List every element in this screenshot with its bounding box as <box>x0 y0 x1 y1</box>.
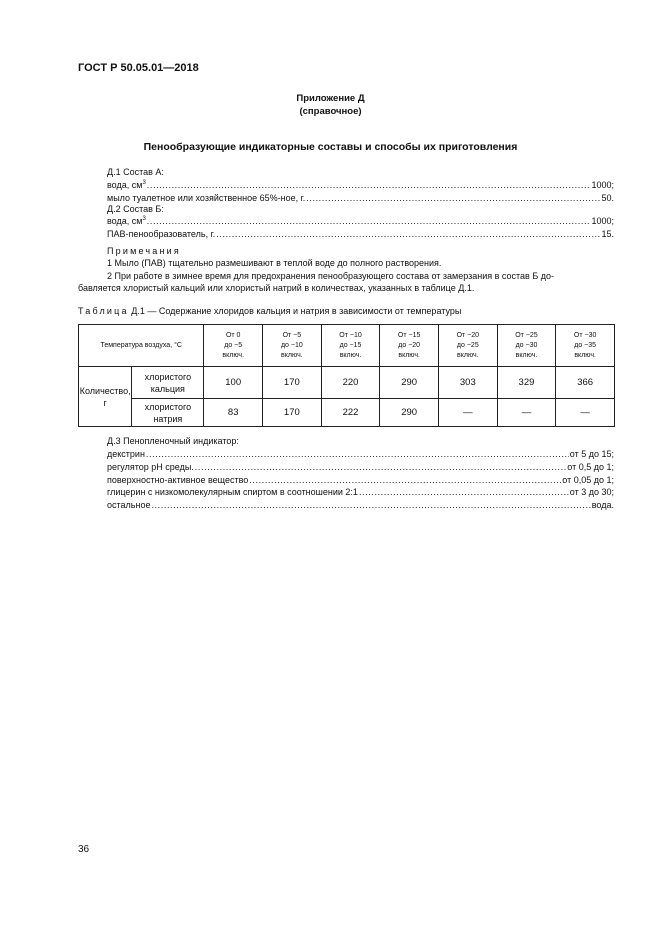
header-col-5: От −20 до −25 включ. <box>439 325 498 367</box>
d1-item-soap <box>107 192 614 204</box>
row-label-quantity: Количество, г <box>79 367 132 427</box>
table-caption-text: Д.1 — Содержание хлоридов кальция и натрия в зависимости от температуры <box>131 306 462 316</box>
item-value: 1000; <box>591 216 614 226</box>
item-label: остальное <box>107 500 151 510</box>
table-cell: 100 <box>204 367 263 399</box>
item-value: 50. <box>601 193 614 203</box>
table-cell: 329 <box>497 367 556 399</box>
notes-title: Примечания <box>107 246 181 256</box>
d3-item-remainder <box>107 499 614 511</box>
note-1: 1 Мыло (ПАВ) тщательно размешивают в теплой воде до полного растворения. <box>107 258 442 268</box>
header-col-2: От −5 до −10 включ. <box>263 325 322 367</box>
header-col-6: От −25 до −30 включ. <box>497 325 556 367</box>
d3-item-surfactant <box>107 474 614 486</box>
leader-dots <box>216 228 600 240</box>
header-col-1: От 0 до −5 включ. <box>204 325 263 367</box>
item-label: глицерин с низкомолекулярным спиртом в соотношении 2:1 <box>107 487 358 497</box>
item-value: 15. <box>601 229 614 239</box>
item-value: от 5 до 15; <box>569 449 614 459</box>
table-cell: 290 <box>380 399 439 427</box>
standard-number: ГОСТ Р 50.05.01—2018 <box>78 62 199 74</box>
leader-dots <box>249 474 561 486</box>
table-cell: — <box>439 399 498 427</box>
appendix-heading: Пенообразующие индикаторные составы и способы их приготовления <box>143 141 518 153</box>
item-value: от 3 до 30; <box>569 487 614 497</box>
header-col-7: От −30 до −35 включ. <box>556 325 615 367</box>
table-row-calcium <box>79 367 615 399</box>
table-header-row <box>79 325 615 367</box>
item-label: вода, $см^3$ <box>107 180 146 190</box>
table-cell: 366 <box>556 367 615 399</box>
table-cell: 170 <box>263 399 322 427</box>
d3-item-ph <box>107 461 614 473</box>
row-sub-sodium: хлористого натрия <box>132 399 204 427</box>
d3-item-dextrin <box>107 448 614 460</box>
table-row-sodium <box>79 399 615 427</box>
header-col-4: От −15 до −20 включ. <box>380 325 439 367</box>
item-label: регулятор pH среды. <box>107 462 194 472</box>
leader-dots <box>147 179 591 191</box>
table-cell: 83 <box>204 399 263 427</box>
leader-dots <box>306 192 600 204</box>
header-temperature: Температура воздуха, °С <box>79 325 204 367</box>
item-label: вода, $см^3$ <box>107 216 146 226</box>
appendix-name: Приложение Д <box>296 93 365 104</box>
d2-item-surfactant <box>107 228 614 240</box>
section-d1-title: Д.1 Состав А: <box>107 167 164 177</box>
item-label: поверхностно-активное вещество <box>107 475 249 485</box>
header-col-3: От −10 до −15 включ. <box>321 325 380 367</box>
leader-dots <box>146 448 569 460</box>
table-cell: 220 <box>321 367 380 399</box>
appendix-title <box>0 92 661 118</box>
table-cell: 290 <box>380 367 439 399</box>
d3-item-glycerin <box>107 486 614 498</box>
item-label: мыло туалетное или хозяйственное 65%-ное, г. <box>107 193 306 203</box>
leader-dots <box>195 461 566 473</box>
leader-dots <box>147 215 591 227</box>
section-d2-title: Д.2 Состав Б: <box>107 204 164 214</box>
page-number: 36 <box>78 844 90 855</box>
item-value: от 0,5 до 1; <box>567 462 614 472</box>
table-cell: 303 <box>439 367 498 399</box>
item-value: от 0,05 до 1; <box>562 475 614 485</box>
table-caption-prefix: Таблица <box>78 306 129 316</box>
table-cell: 170 <box>263 367 322 399</box>
item-value: вода. <box>591 500 614 510</box>
row-sub-calcium: хлористого кальция <box>132 367 204 399</box>
item-label: декстрин <box>107 449 145 459</box>
item-label: ПАВ-пенообразователь, г. <box>107 229 216 239</box>
table-cell: — <box>556 399 615 427</box>
note-2-line-2: бавляется хлористый кальций или хлористый натрий в количествах, указанных в таблице Д.1. <box>78 283 475 293</box>
note-2-line-1: 2 При работе в зимнее время для предохранения пенообразующего состава от замерзания в состав Б до- <box>107 271 554 281</box>
table-cell: — <box>497 399 556 427</box>
d1-item-water <box>107 179 614 191</box>
d2-item-water <box>107 215 614 227</box>
table-cell: 222 <box>321 399 380 427</box>
section-d3-title: Д.3 Пенопленочный индикатор: <box>107 436 239 446</box>
table-caption <box>78 306 461 316</box>
item-value: 1000; <box>591 180 614 190</box>
appendix-type: (справочное) <box>299 106 362 117</box>
leader-dots <box>359 486 569 498</box>
leader-dots <box>151 499 590 511</box>
chloride-table <box>78 324 615 427</box>
